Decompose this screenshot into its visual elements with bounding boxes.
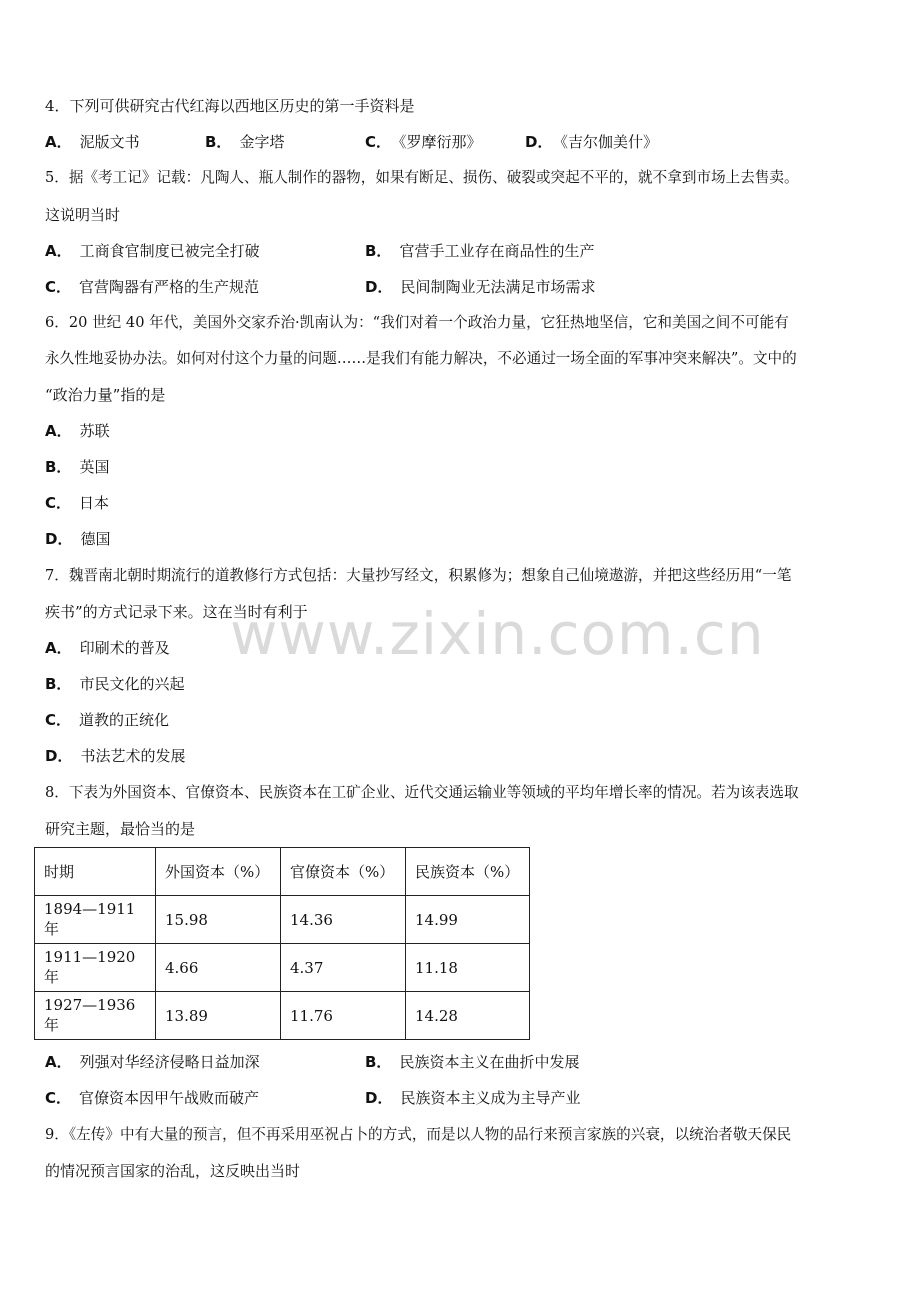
q7-stem-line2: 疾书”的方式记录下来。这在当时有利于 (45, 603, 308, 621)
q8-option-c: C． 官僚资本因甲午战败而破产 (45, 1089, 260, 1107)
table-header-cell: 官僚资本（%） (281, 848, 406, 896)
table-cell: 15.98 (156, 896, 281, 944)
q5-option-c: C． 官营陶器有严格的生产规范 (45, 278, 260, 296)
q8-stem-line1: 8．下表为外国资本、官僚资本、民族资本在工矿企业、近代交通运输业等领域的平均年增长率的情况。若为该表选取 (45, 784, 799, 801)
q7-option-b: B． 市民文化的兴起 (45, 675, 185, 693)
q8-option-d: D． 民族资本主义成为主导产业 (365, 1089, 581, 1107)
q6-option-b: B． 英国 (45, 458, 110, 476)
q5-stem-line2: 这说明当时 (45, 206, 121, 224)
growth-rate-table (34, 847, 530, 1040)
table-cell: 1927—1936 年 (35, 992, 156, 1040)
watermark: www.zixin.com.cn (230, 600, 765, 668)
q6-stem-line3: “政治力量”指的是 (45, 386, 166, 404)
q4-option-a: A． 泥版文书 (45, 133, 140, 151)
table-cell: 11.76 (281, 992, 406, 1040)
q7-option-d: D． 书法艺术的发展 (45, 747, 186, 765)
q4-option-d: D． 《吉尔伽美什》 (525, 133, 658, 151)
q7-stem-line1: 7．魏晋南北朝时期流行的道教修行方式包括：大量抄写经文，积累修为；想象自己仙境遨游，并把这些经历用“一笔 (45, 567, 792, 584)
q6-option-d: D． 德国 (45, 530, 111, 548)
q6-option-a: A． 苏联 (45, 422, 110, 440)
table-cell: 11.18 (406, 944, 530, 992)
q6-stem-line2: 永久性地妥协办法。如何对付这个力量的问题……是我们有能力解决，不必通过一场全面的军事冲突来解决”。文中的 (45, 350, 797, 367)
table-header-cell: 民族资本（%） (406, 848, 530, 896)
table-row (35, 896, 530, 944)
q7-option-c: C． 道教的正统化 (45, 711, 170, 729)
q5-stem-line1: 5．据《考工记》记载：凡陶人、瓶人制作的器物，如果有断足、损伤、破裂或突起不平的，就不拿到市场上去售卖。 (45, 169, 799, 186)
q6-option-c: C． 日本 (45, 494, 110, 512)
table-cell: 14.99 (406, 896, 530, 944)
q4-option-b: B． 金字塔 (205, 133, 285, 151)
q8-option-a: A． 列强对华经济侵略日益加深 (45, 1053, 260, 1071)
table-cell: 14.36 (281, 896, 406, 944)
q7-option-a: A． 印刷术的普及 (45, 639, 170, 657)
table-cell: 1894—1911 年 (35, 896, 156, 944)
table-cell: 13.89 (156, 992, 281, 1040)
q9-stem-line2: 的情况预言国家的治乱，这反映出当时 (45, 1162, 301, 1180)
q5-option-b: B． 官营手工业存在商品性的生产 (365, 242, 595, 260)
q8-stem-line2: 研究主题，最恰当的是 (45, 820, 196, 838)
table-header-row (35, 848, 530, 896)
table-header-cell: 外国资本（%） (156, 848, 281, 896)
q5-option-a: A． 工商食官制度已被完全打破 (45, 242, 260, 260)
table-cell: 14.28 (406, 992, 530, 1040)
table-header-cell: 时期 (35, 848, 156, 896)
q5-option-d: D． 民间制陶业无法满足市场需求 (365, 278, 596, 296)
q8-option-b: B． 民族资本主义在曲折中发展 (365, 1053, 580, 1071)
q4-option-c: C． 《罗摩衍那》 (365, 133, 482, 151)
table-cell: 4.66 (156, 944, 281, 992)
table-row (35, 944, 530, 992)
table-row (35, 992, 530, 1040)
q6-stem-line1: 6．20 世纪 40 年代，美国外交家乔治·凯南认为：“我们对着一个政治力量，它狂热地坚信，它和美国之间不可能有 (45, 314, 789, 331)
table-cell: 1911—1920 年 (35, 944, 156, 992)
q9-stem-line1: 9．《左传》中有大量的预言，但不再采用巫祝占卜的方式，而是以人物的品行来预言家族的兴衰，以统治者敬天保民 (45, 1126, 792, 1143)
q4-stem: 4．下列可供研究古代红海以西地区历史的第一手资料是 (45, 97, 415, 115)
table-cell: 4.37 (281, 944, 406, 992)
